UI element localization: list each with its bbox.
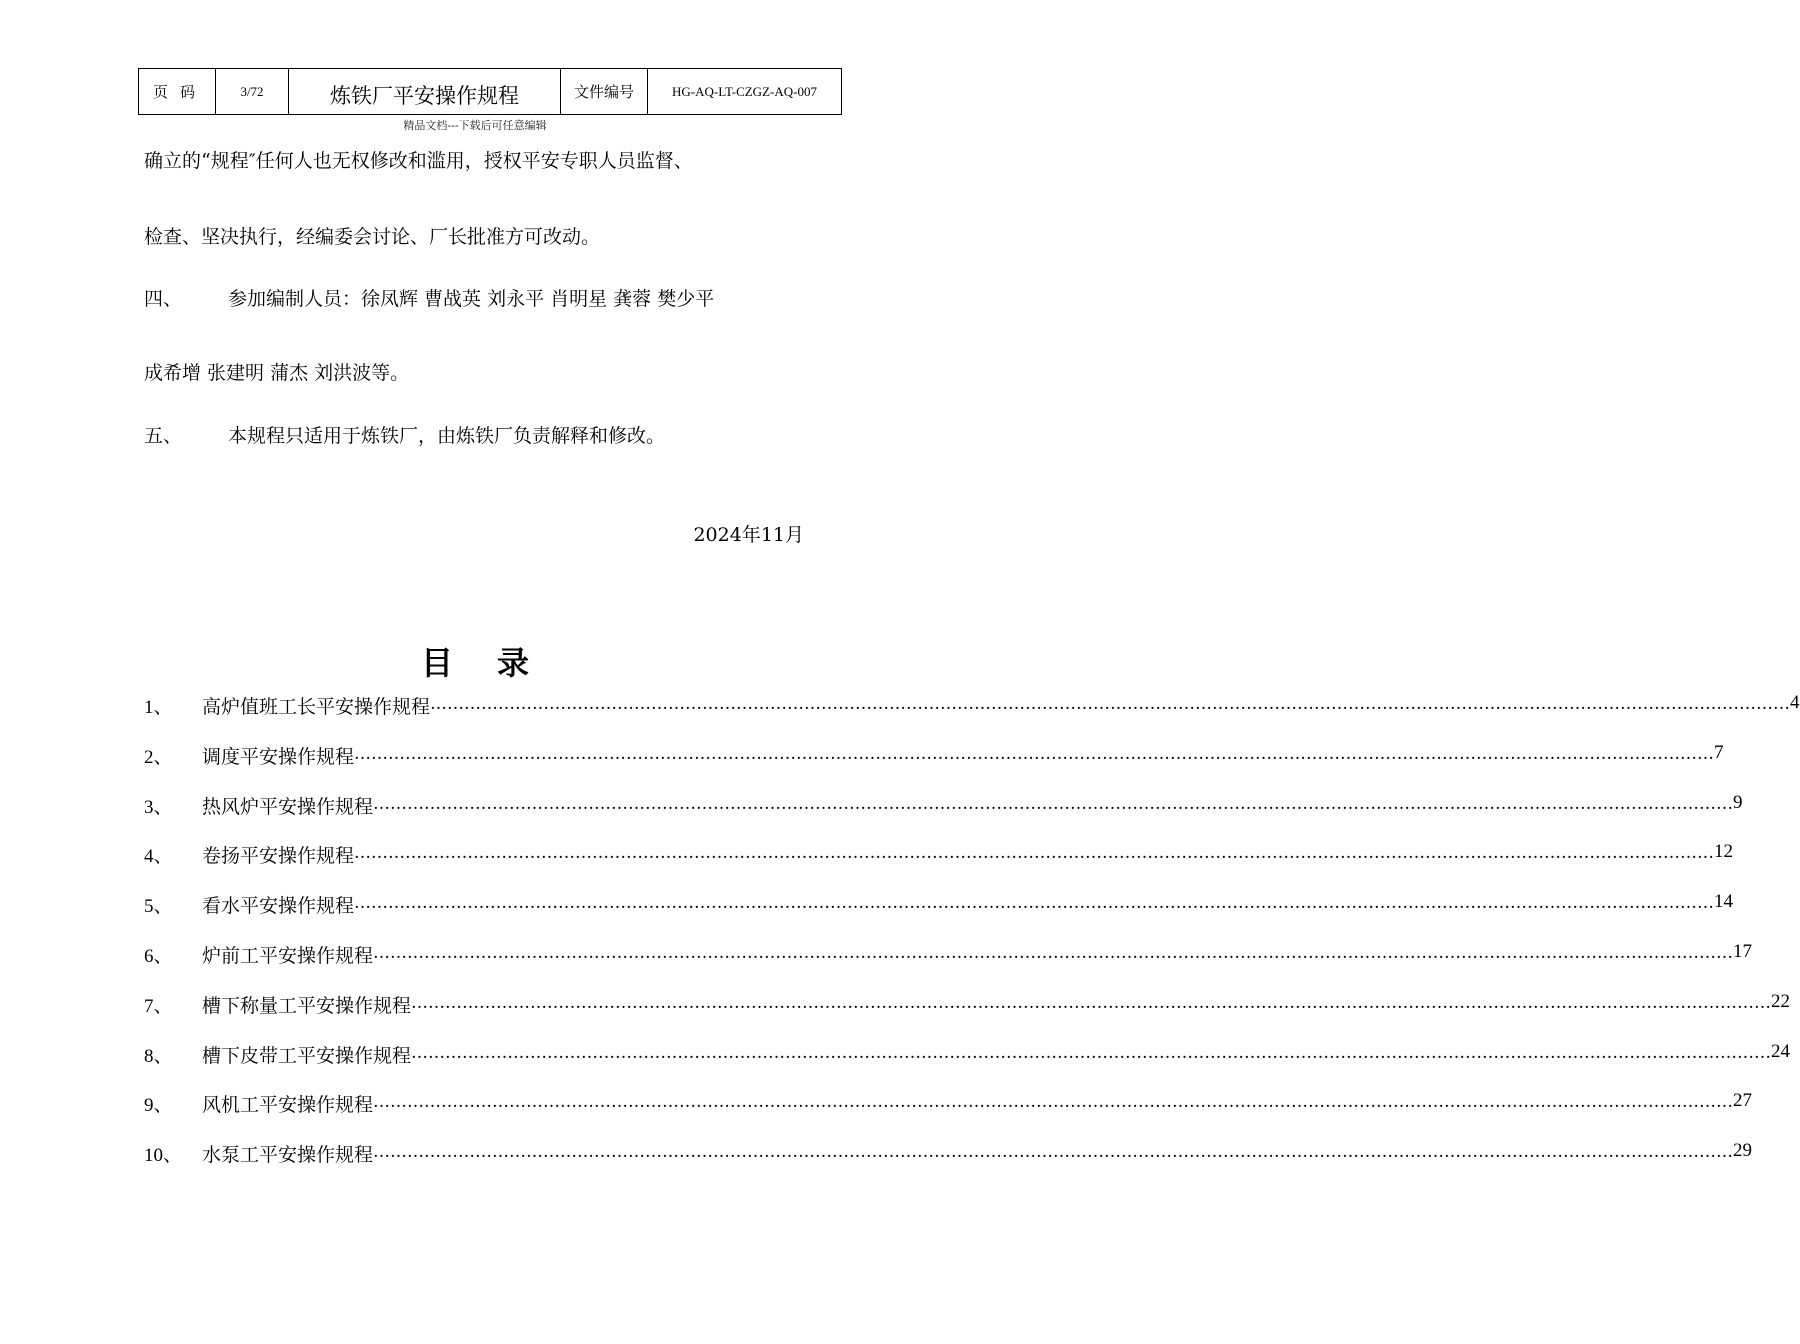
toc-entry[interactable] <box>144 1140 1753 1190</box>
toc-entry[interactable] <box>144 692 1800 742</box>
section-number-five: 五、 <box>144 425 183 447</box>
toc-entry-number: 8、 <box>144 1045 173 1067</box>
toc-entry-label: 水泵工平安操作规程 <box>202 1144 374 1167</box>
toc-entry-number: 4、 <box>144 846 173 868</box>
toc-entry-page: 24 <box>1771 1040 1791 1062</box>
body-line-5 <box>144 421 665 448</box>
toc-entry[interactable] <box>144 1040 1791 1091</box>
file-number-value: HG-AQ-LT-CZGZ-AQ-007 <box>648 69 842 115</box>
watermark-text: 精品文档---下载后可任意编辑 <box>403 119 547 132</box>
toc-entry[interactable] <box>144 741 1724 792</box>
toc-leader-dots: …………………………………………………………………………………………………………………………………………………………………………………………………………………… <box>354 743 1715 764</box>
toc-entry-number: 3、 <box>144 796 173 818</box>
toc-entry-page: 17 <box>1733 940 1753 962</box>
scope-statement: 本规程只适用于炼铁厂，由炼铁厂负责解释和修改。 <box>228 425 666 447</box>
toc-leader-dots: …………………………………………………………………………………………………………………………………………………………………………………………………………………… <box>354 893 1715 914</box>
page-label: 页码 <box>139 69 216 115</box>
toc-entry-page: 29 <box>1733 1140 1753 1162</box>
editors-list: 参加编制人员：徐凤辉 曹战英 刘永平 肖明星 龚蓉 樊少平 <box>228 288 715 310</box>
file-number-label: 文件编号 <box>561 69 648 115</box>
toc-entry-label: 高炉值班工长平安操作规程 <box>202 696 431 718</box>
toc-entry-label: 卷扬平安操作规程 <box>202 845 355 868</box>
toc-entry-number: 9、 <box>144 1095 173 1117</box>
toc-entry[interactable] <box>144 891 1734 941</box>
toc-entry-label: 看水平安操作规程 <box>202 895 355 918</box>
toc-entry-page: 22 <box>1771 990 1791 1012</box>
toc-entry-label: 风机工平安操作规程 <box>202 1094 374 1117</box>
toc-entry-page: 14 <box>1714 891 1734 913</box>
toc-entry-label: 炉前工平安操作规程 <box>202 944 374 967</box>
toc-entry-label: 槽下皮带工平安操作规程 <box>202 1044 412 1067</box>
toc-entry[interactable] <box>144 940 1753 991</box>
toc-entry-number: 2、 <box>144 746 173 768</box>
document-header-table <box>138 68 842 115</box>
toc-entry[interactable] <box>144 791 1743 842</box>
table-of-contents <box>144 692 1800 1190</box>
toc-entry-label: 调度平安操作规程 <box>202 745 355 768</box>
toc-leader-dots: …………………………………………………………………………………………………………………………………………………………………………………………………………………… <box>411 1042 1772 1063</box>
toc-entry-page: 9 <box>1733 791 1743 813</box>
toc-entry-number: 1、 <box>144 697 173 718</box>
page-number: 3/72 <box>216 69 289 115</box>
toc-entry-label: 热风炉平安操作规程 <box>202 795 374 818</box>
section-number-four: 四、 <box>144 288 183 310</box>
document-date: 2024年11月 <box>693 524 804 546</box>
body-line-2: 检查、坚决执行，经编委会讨论、厂长批准方可改动。 <box>144 226 601 248</box>
body-line-4: 成希增 张建明 蒲杰 刘洪波等。 <box>144 362 410 384</box>
toc-leader-dots: …………………………………………………………………………………………………………………………………………………………………………………………………………………… <box>430 694 1791 714</box>
toc-leader-dots: …………………………………………………………………………………………………………………………………………………………………………………………………………………… <box>373 942 1734 963</box>
toc-leader-dots: …………………………………………………………………………………………………………………………………………………………………………………………………………………… <box>373 1142 1734 1163</box>
toc-entry-page: 27 <box>1733 1090 1753 1112</box>
body-line-1: 确立的“规程″任何人也无权修改和滥用，授权平安专职人员监督、 <box>144 150 693 172</box>
toc-entry-number: 5、 <box>144 896 173 918</box>
toc-entry-number: 7、 <box>144 995 173 1017</box>
toc-entry-label: 槽下称量工平安操作规程 <box>202 994 412 1017</box>
toc-entry-page: 12 <box>1714 841 1734 863</box>
body-line-3 <box>144 284 714 311</box>
toc-title: 目录 <box>420 644 573 682</box>
document-title: 炼铁厂平安操作规程 <box>289 69 561 115</box>
toc-entry-page: 7 <box>1714 741 1724 763</box>
toc-leader-dots: …………………………………………………………………………………………………………………………………………………………………………………………………………………… <box>373 793 1734 814</box>
toc-entry[interactable] <box>144 841 1734 891</box>
toc-leader-dots: …………………………………………………………………………………………………………………………………………………………………………………………………………………… <box>411 992 1772 1013</box>
toc-entry[interactable] <box>144 1090 1753 1140</box>
toc-leader-dots: …………………………………………………………………………………………………………………………………………………………………………………………………………………… <box>354 843 1715 864</box>
toc-entry-page: 4 <box>1790 692 1800 713</box>
toc-entry-number: 10、 <box>144 1145 183 1167</box>
toc-leader-dots: …………………………………………………………………………………………………………………………………………………………………………………………………………………… <box>373 1092 1734 1113</box>
toc-entry-number: 6、 <box>144 945 173 967</box>
toc-entry[interactable] <box>144 990 1791 1041</box>
